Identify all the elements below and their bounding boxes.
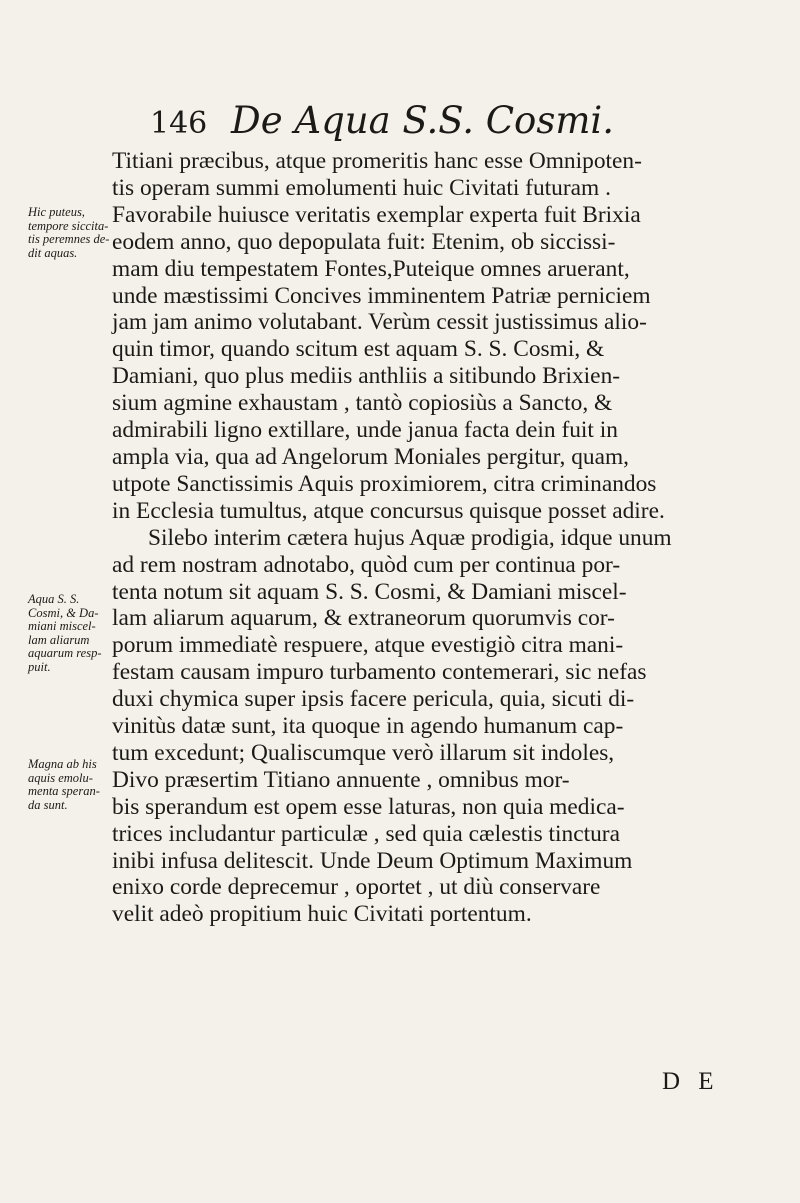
margin-note-line: Magna ab his [28,757,97,771]
text-line: velit adeò propitium huic Civitati portentum. [112,901,532,928]
text-line: ad rem nostram adnotabo, quòd cum per continua por- [112,551,621,578]
text-line: tenta notum sit aquam S. S. Cosmi, & Damiani miscel- [112,578,627,605]
margin-note-line: tis peremnes de- [28,232,110,246]
margin-note-line: miani miscel- [28,619,96,633]
margin-note-line: Aqua S. S. [28,592,80,606]
text-line: eodem anno, quo depopulata fuit: Etenim, ob siccissi- [112,228,616,255]
page-number: 146 [150,106,208,141]
text-line: quin timor, quando scitum est aquam S. S. Cosmi, & [112,336,605,363]
margin-note-well [28,206,112,260]
text-line: vinitùs datæ sunt, ita quoque in agendo humanum cap- [112,713,624,740]
running-header [150,98,614,147]
margin-note-line: aquarum resp- [28,646,102,660]
text-line: sium agmine exhaustam , tantò copiosiùs a Sancto, & [112,390,613,417]
text-line: jam jam animo volutabant. Verùm cessit justissimus alio- [112,309,647,336]
text-line: lam aliarum aquarum, & extraneorum quorumvis cor- [112,605,615,632]
text-line: admirabili ligno extillare, unde janua facta dein fuit in [112,417,618,444]
margin-note-line: lam aliarum [28,632,90,647]
text-line: ampla via, qua ad Angelorum Moniales pergitur, quam, [112,443,630,470]
catchword: D E [662,1068,720,1095]
text-line: tis operam summi emolumenti huic Civitati futuram . [112,174,611,201]
running-title: De Aqua S.S. Cosmi. [231,99,615,142]
text-line: duxi chymica super ipsis facere pericula, quia, sicuti di- [112,686,635,713]
text-line: unde mæstissimi Concives imminentem Patriæ perniciem [112,282,651,309]
text-line: Titiani præcibus, atque promeritis hanc esse Omnipoten- [112,148,642,174]
margin-note-line: aquis emolu- [28,770,93,785]
margin-note-emolumenta [28,758,112,812]
margin-note-aqua [28,593,112,674]
text-line: Divo præsertim Titiano annuente , omnibus mor- [112,766,570,793]
text-line: tum excedunt; Qualiscumque verò illarum sit indoles, [112,739,615,766]
margin-note-line: menta speran- [28,784,100,798]
margin-note-line: Cosmi, & Da- [28,605,99,620]
text-line: Favorabile huiusce veritatis exemplar experta fuit Brixia [112,201,641,228]
text-line: inibi infusa delitescit. Unde Deum Optimum Maximum [112,847,633,874]
margin-note-line: Hic puteus, [28,205,85,219]
margin-note-line: puit. [28,659,51,674]
text-line: porum immediatè respuere, atque evestigiò citra mani- [112,632,624,659]
text-line: Silebo interim cætera hujus Aquæ prodigia, idque unum [148,524,672,551]
margin-note-line: tempore siccita- [28,218,109,233]
text-line: Damiani, quo plus mediis anthliis a sitibundo Brixien- [112,363,621,390]
main-text [112,148,732,928]
margin-note-line: dit aquas. [28,245,78,260]
text-line: in Ecclesia tumultus, atque concursus quisque posset adire. [112,497,665,524]
text-line: bis sperandum est opem esse laturas, non quia medica- [112,793,625,820]
text-line: festam causam impuro turbamento contemerari, sic nefas [112,659,647,686]
text-line: enixo corde deprecemur , oportet , ut diù conservare [112,874,601,901]
text-line: mam diu tempestatem Fontes,Puteique omnes aruerant, [112,255,630,282]
text-line: trices includantur particulæ , sed quia cælestis tinctura [112,820,620,847]
text-line: utpote Sanctissimis Aquis proximiorem, citra criminandos [112,470,657,497]
margin-note-line: da sunt. [28,797,68,812]
